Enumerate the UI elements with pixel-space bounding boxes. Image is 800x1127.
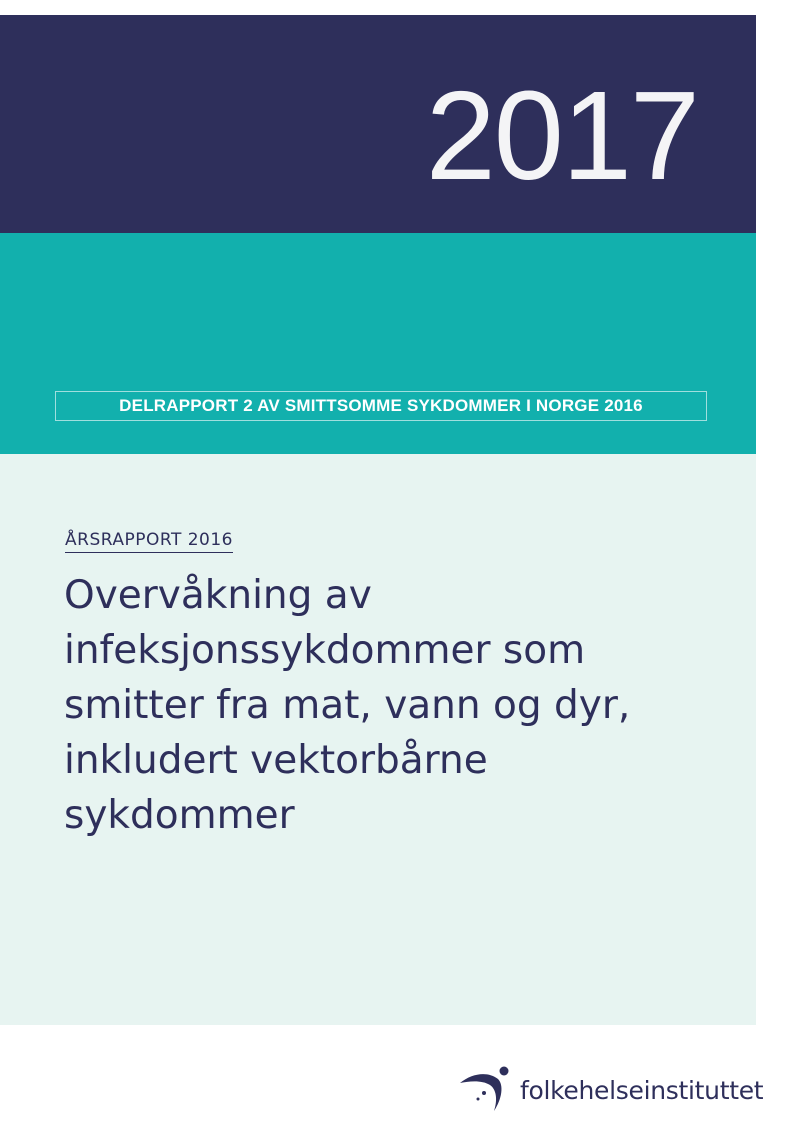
series-banner: DELRAPPORT 2 AV SMITTSOMME SYKDOMMER I NORGE 2016 (55, 391, 707, 421)
report-kicker: ÅRSRAPPORT 2016 (65, 530, 233, 553)
header-band (0, 15, 756, 233)
title-line: inkludert vektorbårne (64, 738, 488, 783)
title-panel (0, 454, 756, 1025)
report-title (64, 568, 724, 843)
banner-band (0, 233, 756, 454)
publisher-logo (458, 1065, 763, 1115)
fhi-logo-icon (458, 1065, 514, 1115)
year: 2017 (425, 65, 698, 206)
title-line: sykdommer (64, 793, 295, 838)
title-line: infeksjonssykdommer som (64, 628, 586, 673)
title-line: smitter fra mat, vann og dyr, (64, 683, 631, 728)
publisher-name: folkehelseinstituttet (520, 1075, 764, 1105)
title-line: Overvåkning av (64, 573, 372, 618)
